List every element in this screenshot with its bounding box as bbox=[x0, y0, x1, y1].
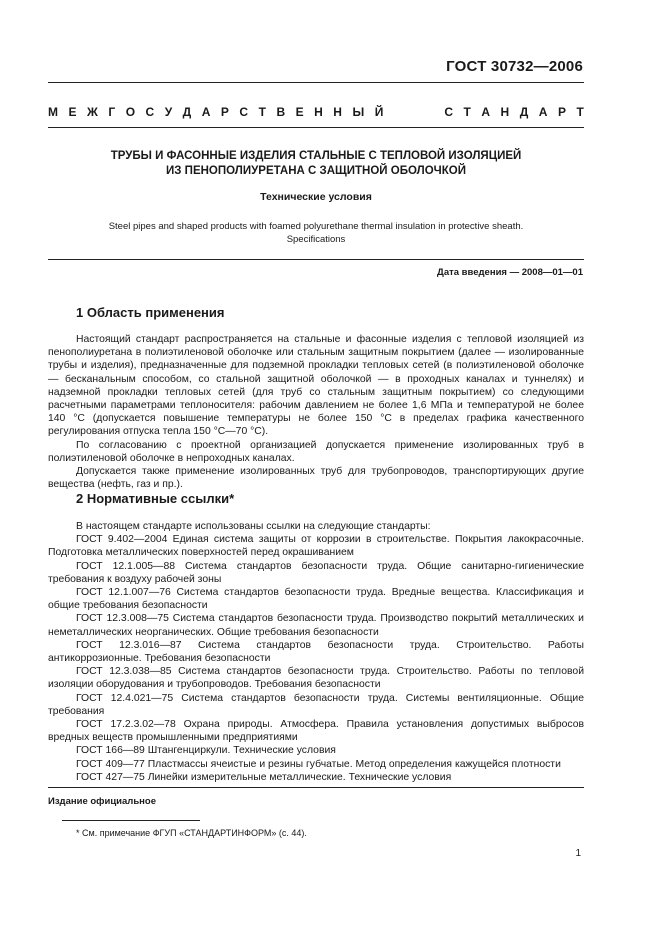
section-heading-references: 2 Нормативные ссылки* bbox=[76, 491, 235, 506]
date-rule bbox=[48, 259, 584, 260]
category-letter: С bbox=[444, 105, 454, 119]
category-letter: Г bbox=[108, 105, 116, 119]
edition-rule bbox=[48, 787, 584, 788]
category-letter: Й bbox=[374, 105, 384, 119]
references-intro: В настоящем стандарте использованы ссылки на следующие стандарты: bbox=[76, 521, 431, 532]
english-title bbox=[48, 220, 584, 246]
reference-item: ГОСТ 9.402—2004 Единая система защиты от коррозии в строительстве. Покрытия лакокрасочные. Подготовка металлических поверхностей перед окрашиванием bbox=[48, 534, 584, 559]
reference-item: ГОСТ 12.3.016—87 Система стандартов безопасности труда. Строительство. Работы антикоррозионные. Требования безопасности bbox=[48, 639, 584, 665]
header-rule-bottom bbox=[48, 127, 584, 128]
paragraph: Настоящий стандарт распространяется на стальные и фасонные изделия с тепловой изоляцией из пенополиуретана в полиэтиленовой оболочке или стальным защитным покрытием (далее — изолированные трубы и изделия), предназначенные для подземной прокладки тепловых сетей (в полиэтиленовой оболочке — бесканальным способом, со стальной защитной оболочкой — в проходных каналах и туннелях) и надземной прокладки тепловых сетей (для труб со стальным защитным покрытием) со следующими расчетными параметрами теплоносителя: рабочим давлением не более 1,6 МПа и температурой не более 140 °С (допускается повышение температуры не более 150 °С в пределах графика качественного регулирования отпуска тепла 150 °С—70 °С). bbox=[48, 334, 584, 438]
category-letter: В bbox=[276, 105, 286, 119]
footnote-rule bbox=[62, 820, 200, 821]
category-letter: Т bbox=[463, 105, 471, 119]
category-letter: У bbox=[164, 105, 173, 119]
page-number: 1 bbox=[575, 848, 581, 859]
category-letter: Е bbox=[68, 105, 77, 119]
footnote: * См. примечание ФГУП «СТАНДАРТИНФОРМ» (с. 44). bbox=[76, 828, 307, 838]
english-title-line: Specifications bbox=[286, 234, 346, 245]
reference-item: ГОСТ 12.3.008—75 Система стандартов безопасности труда. Производство покрытий металлических и неметаллических неорганических. Общие требования безопасности bbox=[48, 613, 584, 638]
category-letter: А bbox=[481, 105, 491, 119]
category-letter: А bbox=[538, 105, 548, 119]
introduction-date: Дата введения — 2008—01—01 bbox=[437, 267, 583, 278]
category-letter: Н bbox=[314, 105, 323, 119]
title-line: ИЗ ПЕНОПОЛИУРЕТАНА С ЗАЩИТНОЙ ОБОЛОЧКОЙ bbox=[166, 165, 466, 177]
category-letter: С bbox=[239, 105, 249, 119]
paragraph: По согласованию с проектной организацией допускается применение изолированных труб в полиэтиленовой оболочке в непроходных каналах. bbox=[48, 439, 584, 464]
category-letter: Н bbox=[333, 105, 342, 119]
category-letter: Н bbox=[500, 105, 510, 119]
english-title-line: Steel pipes and shaped products with foamed polyurethane thermal insulation in protective sheath. bbox=[108, 221, 524, 232]
reference-item: ГОСТ 12.4.021—75 Система стандартов безопасности труда. Системы вентиляционные. Общие требования bbox=[48, 692, 584, 717]
reference-item: ГОСТ 17.2.3.02—78 Охрана природы. Атмосфера. Правила установления допустимых выбросов вредных веществ промышленными предприятиями bbox=[48, 719, 584, 744]
category-letter: Ы bbox=[352, 105, 365, 119]
section-heading-scope: 1 Область применения bbox=[76, 305, 225, 320]
document-title bbox=[48, 149, 584, 179]
category-letter: Д bbox=[519, 105, 529, 119]
category-letter: Е bbox=[295, 105, 304, 119]
paragraph: Допускается также применение изолированных труб для трубопроводов, транспортирующих другие вещества (нефть, газ и пр.). bbox=[48, 466, 584, 491]
category-letter: О bbox=[125, 105, 136, 119]
category-letter: С bbox=[145, 105, 155, 119]
reference-item: ГОСТ 12.1.005—88 Система стандартов безопасности труда. Общие санитарно-гигиенические требования к воздуху рабочей зоны bbox=[48, 560, 584, 585]
category-letter: М bbox=[48, 105, 58, 119]
category-gap bbox=[394, 105, 434, 119]
category-letter: Р bbox=[220, 105, 229, 119]
reference-item: ГОСТ 409—77 Пластмассы ячеистые и резины губчатые. Метод определения кажущейся плотности bbox=[76, 758, 561, 770]
reference-item: ГОСТ 427—75 Линейки измерительные металлические. Технические условия bbox=[76, 771, 452, 783]
category-letter: А bbox=[201, 105, 211, 119]
standard-category bbox=[48, 105, 584, 119]
category-letter: Ж bbox=[87, 105, 98, 119]
standard-code: ГОСТ 30732—2006 bbox=[446, 58, 583, 75]
category-letter: Д bbox=[182, 105, 192, 119]
references-list bbox=[48, 520, 584, 784]
edition-label: Издание официальное bbox=[48, 796, 156, 807]
document-subtitle: Технические условия bbox=[260, 191, 372, 203]
header-rule-top bbox=[48, 82, 584, 83]
category-letter: Т bbox=[576, 105, 584, 119]
reference-item: ГОСТ 166—89 Штангенциркули. Технические условия bbox=[76, 745, 336, 757]
category-letter: Р bbox=[557, 105, 566, 119]
title-line: ТРУБЫ И ФАСОННЫЕ ИЗДЕЛИЯ СТАЛЬНЫЕ С ТЕПЛОВОЙ ИЗОЛЯЦИЕЙ bbox=[110, 150, 522, 162]
section-scope-body bbox=[48, 333, 584, 491]
reference-item: ГОСТ 12.3.038—85 Система стандартов безопасности труда. Строительство. Работы по тепловой изоляции оборудования и трубопроводов. Требования безопасности bbox=[48, 666, 584, 691]
reference-item: ГОСТ 12.1.007—76 Система стандартов безопасности труда. Вредные вещества. Классификация и общие требования безопасности bbox=[48, 587, 584, 612]
category-letter: Т bbox=[258, 105, 266, 119]
